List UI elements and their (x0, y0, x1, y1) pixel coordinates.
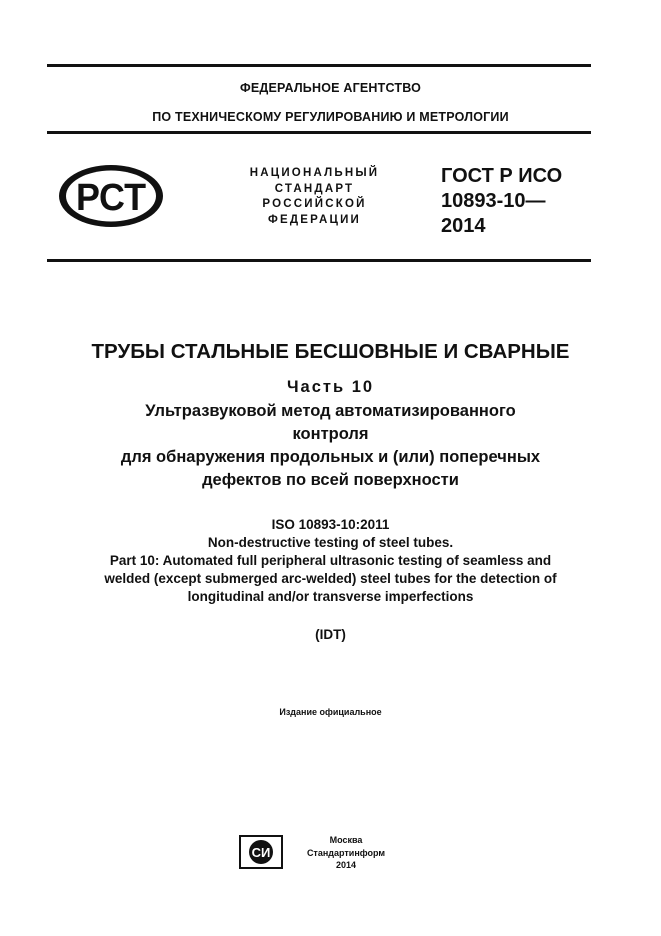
national-standard-3: РОССИЙСКОЙ (262, 198, 367, 210)
designation-rule (47, 259, 591, 262)
iso-title-line-4: longitudinal and/or transverse imperfections (187, 589, 474, 604)
iso-number: ISO 10893-10:2011 (271, 517, 390, 532)
national-standard-1: НАЦИОНАЛЬНЫЙ (249, 167, 380, 179)
publisher-city: Москва (329, 835, 363, 845)
standartinform-logo-icon (239, 835, 283, 869)
iso-title-line-2: Part 10: Automated full peripheral ultrasonic testing of seamless and (109, 553, 552, 568)
designation-line-1: ГОСТ Р ИСО (441, 165, 563, 187)
publisher-name: Стандартинформ (306, 848, 386, 858)
standartinform-logo-text: СИ (251, 845, 271, 860)
header-rule (47, 131, 591, 134)
publisher-year: 2014 (335, 860, 357, 870)
edition-label: Издание официальное (279, 707, 382, 717)
subtitle-line-1: Ультразвуковой метод автоматизированного (145, 402, 516, 420)
main-title: ТРУБЫ СТАЛЬНЫЕ БЕСШОВНЫЕ И СВАРНЫЕ (91, 340, 570, 363)
agency-line-2: ПО ТЕХНИЧЕСКОМУ РЕГУЛИРОВАНИЮ И МЕТРОЛОГИИ (152, 110, 509, 124)
national-standard-4: ФЕДЕРАЦИИ (267, 214, 362, 226)
subtitle-line-3: для обнаружения продольных и (или) поперечных (120, 448, 541, 466)
subtitle-line-2: контроля (292, 425, 369, 443)
rst-logo-text: РСТ (76, 177, 146, 219)
idt-label: (IDT) (315, 627, 346, 642)
rst-logo-icon (56, 162, 166, 230)
agency-line-1: ФЕДЕРАЛЬНОЕ АГЕНТСТВО (239, 81, 422, 95)
designation-line-3: 2014 (441, 215, 486, 237)
part-label: Часть 10 (286, 378, 375, 396)
subtitle-line-4: дефектов по всей поверхности (202, 471, 459, 489)
national-standard-2: СТАНДАРТ (274, 183, 355, 195)
designation-line-2: 10893-10— (441, 190, 546, 212)
iso-title-line-1: Non-destructive testing of steel tubes. (207, 535, 454, 550)
top-rule (47, 64, 591, 67)
iso-title-line-3: welded (except submerged arc-welded) steel tubes for the detection of (104, 571, 557, 586)
